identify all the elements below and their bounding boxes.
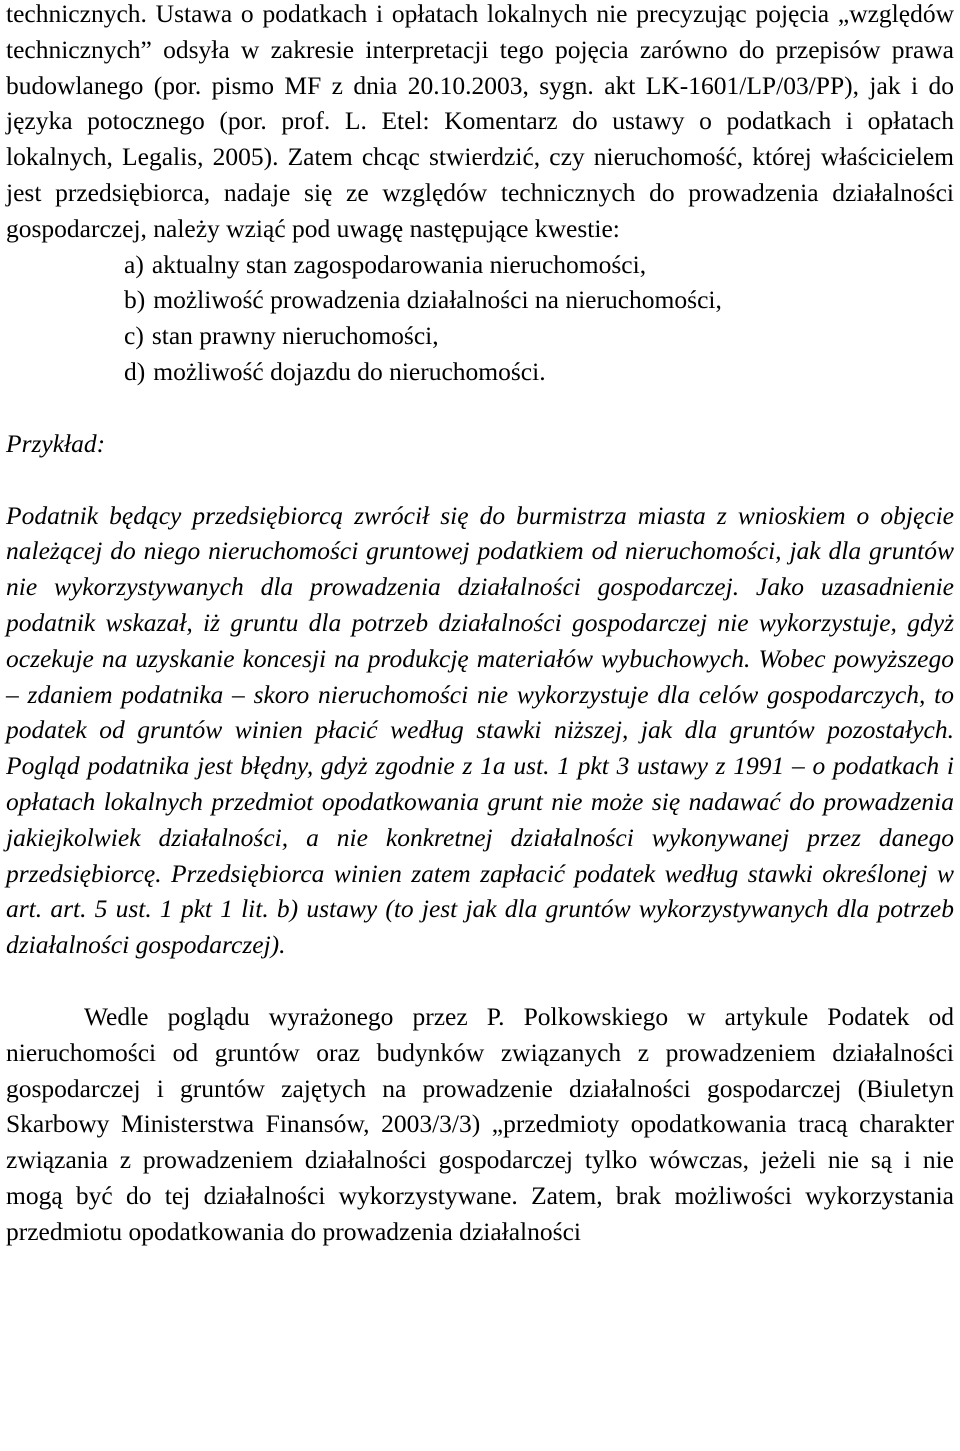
list-item-text: aktualny stan zagospodarowania nieruchomości, [151,249,647,279]
list-item-text: możliwość prowadzenia działalności na nieruchomości, [153,285,722,315]
list-marker: d) [124,356,146,386]
example-paragraph: Podatnik będący przedsiębiorcą zwrócił się do burmistrza miasta z wnioskiem o objęcie należącej do niego nieruchomości gruntowej podatkiem od nieruchomości, jak dla gruntów nie wykorzystywanych dla prowadzenia działalności gospodarczej. Jako uzasadnienie podatnik wskazał, iż gruntu dla potrzeb działalności gospodarczej nie wykorzystuje, gdyż oczekuje na uzyskanie koncesji na produkcję materiałów wybuchowych. Wobec powyższego – zdaniem podatnika – skoro nieruchomości nie wykorzystuje dla celów gospodarczych, to podatek od gruntów winien płacić według stawki niższej, jak dla gruntów pozostałych. Pogląd podatnika jest błędny, gdyż zgodnie z 1a ust. 1 pkt 3 ustawy z 1991 – o podatkach i opłatach lokalnych przedmiot opodatkowania grunt nie może się nadawać do prowadzenia jakiejkolwiek działalności, a nie konkretnej działalności wykonywanej przez danego przedsiębiorcę. Przedsiębiorca winien zatem zapłacić podatek według stawki określonej w art. art. 5 ust. 1 pkt 1 lit. b) ustawy (to jest jak dla gruntów wykorzystywanych dla potrzeb działalności gospodarczej). [6,500,954,960]
list-item [124,318,954,354]
list-item-text: stan prawny nieruchomości, [151,321,439,351]
list-marker: a) [124,249,144,279]
list-marker: c) [124,321,144,351]
list-item-text: możliwość dojazdu do nieruchomości. [153,356,546,386]
list-marker: b) [124,285,146,315]
considerations-list [6,247,954,390]
list-item [124,354,954,390]
document-page [6,0,954,1250]
paragraph-polkowski-view: Wedle poglądu wyrażonego przez P. Polkowskiego w artykule Podatek od nieruchomości od gruntów oraz budynków związanych z prowadzeniem działalności gospodarczej i gruntów zajętych na prowadzenie działalności gospodarczej (Biuletyn Skarbowy Ministerstwa Finansów, 2003/3/3) „przedmioty opodatkowania tracą charakter związania z prowadzeniem działalności gospodarczej tylko wówczas, jeżeli nie są i nie mogą być do tej działalności wykorzystywane. Zatem, brak możliwości wykorzystania przedmiotu opodatkowania do prowadzenia działalności [6,1001,954,1246]
example-heading: Przykład: [6,428,106,458]
paragraph-technical-considerations: technicznych. Ustawa o podatkach i opłatach lokalnych nie precyzując pojęcia „względów technicznych” odsyła w zakresie interpretacji tego pojęcia zarówno do przepisów prawa budowlanego (por. pismo MF z dnia 20.10.2003, sygn. akt LK-1601/LP/03/PP), jak i do języka potocznego (por. prof. L. Etel: Komentarz do ustawy o podatkach i opłatach lokalnych, Legalis, 2005). Zatem chcąc stwierdzić, czy nieruchomość, której właścicielem jest przedsiębiorca, nadaje się ze względów technicznych do prowadzenia działalności gospodarczej, należy wziąć pod uwagę następujące kwestie: [6,0,954,243]
list-item [124,247,954,283]
list-item [124,282,954,318]
